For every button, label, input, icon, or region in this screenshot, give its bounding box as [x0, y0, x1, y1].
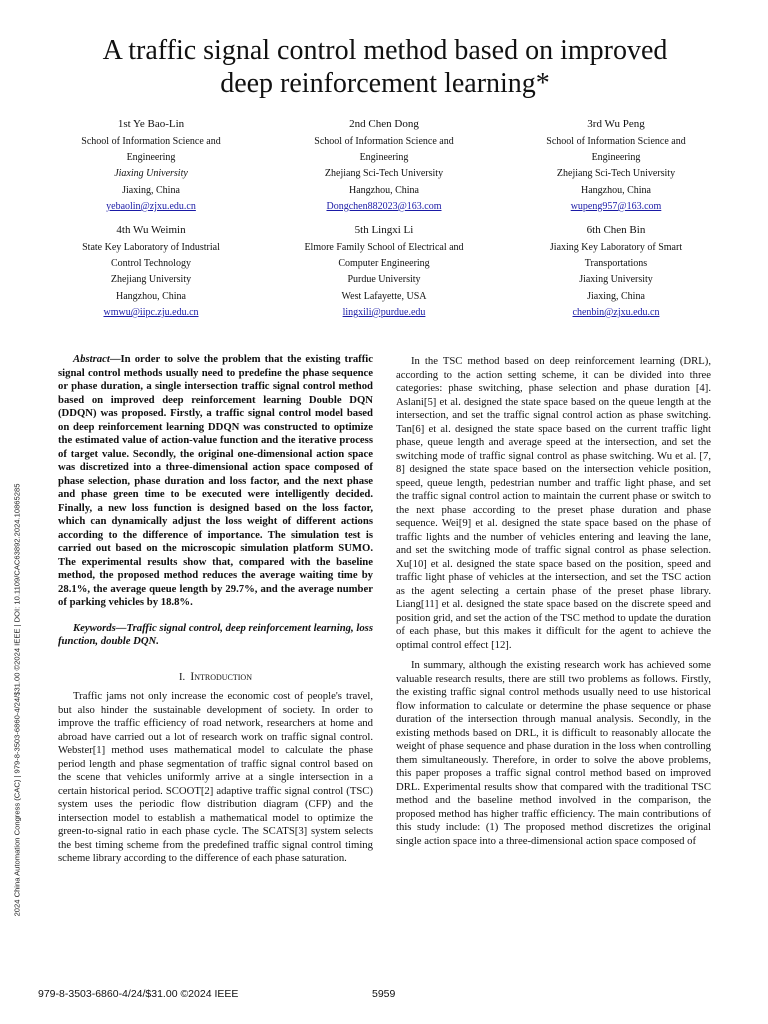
author-email-link[interactable]: lingxili@purdue.edu — [342, 306, 426, 318]
left-column — [58, 353, 373, 873]
author-affiliation: Elmore Family School of Electrical and — [304, 242, 464, 253]
author-email-link[interactable]: wupeng957@163.com — [570, 200, 662, 212]
page-number: 5959 — [372, 988, 396, 1000]
author-affiliation: Engineering — [126, 152, 176, 164]
author-location: Hangzhou, China — [581, 184, 651, 196]
author-name: 4th Wu Weimin — [116, 224, 186, 236]
author-block-3 — [498, 116, 734, 215]
author-email-link[interactable]: chenbin@zjxu.edu.cn — [572, 306, 660, 318]
author-name: 2nd Chen Dong — [349, 118, 419, 130]
footer-copyright: 979-8-3503-6860-4/24/$31.00 ©2024 IEEE — [38, 988, 239, 1000]
keywords-label: Keywords — [73, 621, 116, 634]
side-doi-text: 2024 China Automation Congress (CAC) | 979-8-3503-6860-4/24/$31.00 ©2024 IEEE | DOI: 10.1109/CAC63892.2024.10865285 — [12, 483, 22, 917]
author-affiliation: Transportations — [584, 258, 648, 270]
author-university: Zhejiang University — [110, 274, 192, 286]
author-university: Zhejiang Sci-Tech University — [556, 168, 676, 180]
author-affiliation: Computer Engineering — [338, 258, 430, 270]
author-location: Hangzhou, China — [349, 184, 419, 196]
body-paragraph-summary: In summary, although the existing research work has achieved some valuable research results, there are still two problems as follows. Firstly, the existing traffic signal control methods usually need to use historical flow information to calculate or determine the phase sequence or phase duration of the intersection through manual analysis. Secondly, in the existing methods based on DRL, it is difficult to reasonably allocate the weight of phase sequence and phase duration in the loss when controlling them simultaneously. Therefore, in order to solve the above problems, this paper proposes a traffic signal control method based on improved DRL. Experimental results show that compared with the traditional TSC method and the baseline method involved in the comparison, the proposed method has higher traffic efficiency. The main contributions of this study include: (1) The proposed method discretizes the original single action space into a three-dimensional action space composed of — [396, 659, 711, 847]
title-line-1: A traffic signal control method based on improved — [102, 35, 668, 66]
keywords-paragraph — [58, 622, 373, 649]
author-block-6 — [498, 222, 734, 321]
abstract-paragraph — [58, 353, 373, 610]
author-name: 1st Ye Bao-Lin — [117, 118, 185, 130]
author-affiliation: School of Information Science and — [546, 136, 686, 147]
author-affiliation: Engineering — [591, 152, 641, 164]
section-title: Introduction — [190, 670, 252, 683]
author-email-link[interactable]: yebaolin@zjxu.edu.cn — [106, 200, 196, 212]
author-affiliation: State Key Laboratory of Industrial — [82, 242, 220, 253]
author-location: Jiaxing, China — [587, 290, 645, 302]
side-doi-note — [10, 448, 24, 952]
intro-paragraph-1: Traffic jams not only increase the economic cost of people's travel, but also hinder the sustainable development of society. In order to improve the traffic efficiency of road network, researchers at home and abroad have carried out a lot of research work on traffic signal control. Webster[1] method uses mathematical model to calculate the phase period length and phase segmentation of traffic signal control based on the scene that vehicles uniformly arrive at a single intersection in a certain historical period. SCOOT[2] adaptive traffic signal control (TSC) system uses the periodic flow distribution diagram (CFP) and the intersection model to establish a mathematical model to optimize the green-to-signal ratio in each phase cycle. The SCATS[3] system selects the best timing scheme from the predefined traffic signal control timing scheme library according to the difference of each phase saturation. — [58, 690, 373, 864]
author-affiliation: School of Information Science and — [314, 136, 454, 147]
section-heading — [58, 671, 373, 685]
author-block-1 — [33, 116, 269, 215]
author-name: 5th Lingxi Li — [354, 224, 414, 236]
author-block-4 — [33, 222, 269, 321]
author-university: Purdue University — [347, 274, 421, 286]
author-affiliation: Control Technology — [111, 258, 191, 270]
abstract-label: Abstract — [73, 353, 110, 365]
author-block-2 — [266, 116, 502, 215]
title-line-2: deep reinforcement learning* — [220, 68, 550, 99]
author-email-link[interactable]: wmwu@iipc.zju.edu.cn — [103, 306, 199, 318]
author-location: West Lafayette, USA — [341, 290, 427, 302]
keywords-text: —Traffic signal control, deep reinforcement learning, loss function, double DQN. — [58, 621, 373, 647]
abstract-text: —In order to solve the problem that the existing traffic signal control methods usually need to predefine the phase sequence or phase duration, a single intersection traffic signal control method based on improved deep reinforcement learning Double DQN (DDQN) was proposed. Firstly, a traffic signal control model based on deep reinforcement learning DDQN was constructed to optimize the estimated value of action-value function and the iterative process of target value. Secondly, the original one-dimensional action space was discretized into a three-dimensional action space composed of phase selection, phase duration and loss factor, and the next phase and phase green time to be executed were intelligently decided. Finally, a new loss function is designed based on the loss factor, which can dynamically adjust the loss weight of different actions according to the difference of importance. The simulation test is carried out based on the microscopic simulation platform SUMO. The experimental results show that, compared with the baseline method, the proposed method reduces the average waiting time by 28.1%, the average queue length by 29.7%, and the average number of parking vehicles by 18.8%. — [58, 353, 373, 608]
author-email-link[interactable]: Dongchen882023@163.com — [326, 200, 442, 212]
paper-title — [40, 34, 730, 100]
author-block-5 — [266, 222, 502, 321]
author-affiliation: School of Information Science and — [81, 136, 221, 147]
author-university: Zhejiang Sci-Tech University — [324, 168, 444, 180]
author-affiliation: Jiaxing Key Laboratory of Smart — [549, 242, 683, 253]
author-affiliation: Engineering — [359, 152, 409, 164]
section-number: I. — [179, 671, 186, 683]
body-paragraph-drl: In the TSC method based on deep reinforcement learning (DRL), according to the action setting scheme, it can be divided into three categories: phase switching, phase selection and phase duration [4]. Aslani[5] et al. designed the state space based on the queue length at the intersection, and set the traffic signal control action as phase switching. Tan[6] et al. designed the state space based on the current traffic light phase, queue length and average speed at the intersection, and set the switching mode of traffic signal control as phase switching. Wu et al. [7, 8] designed the state space based on the intersection vehicle position, speed, queue length, pedestrian number and traffic light phase, and set the traffic signal control action to maintain the current phase or switch to the next phase according to the preset phase duration and phase sequence. Wei[9] et al. designed the state space based on the phase of traffic lights and the number of vehicles entering and leaving the lane, and set the switching mode of traffic signal control as phase selection. Xu[10] et al. designed the state space based on the position, speed and traffic light phase of vehicles at the intersection, and set the TSC action as the agent selecting a certain phase of the preset phase library. Liang[11] et al. designed the state space based on the discrete speed and position grid, and set the action of the TSC method to update the duration of each phase, but this makes it difficult for the agent to achieve the optimal control effect [12]. — [396, 355, 711, 651]
author-location: Hangzhou, China — [116, 290, 186, 302]
author-location: Jiaxing, China — [122, 184, 180, 196]
author-university: Jiaxing University — [579, 274, 653, 286]
author-university: Jiaxing University — [114, 168, 188, 180]
author-name: 6th Chen Bin — [586, 224, 646, 236]
right-column — [396, 355, 711, 855]
author-name: 3rd Wu Peng — [587, 118, 645, 130]
